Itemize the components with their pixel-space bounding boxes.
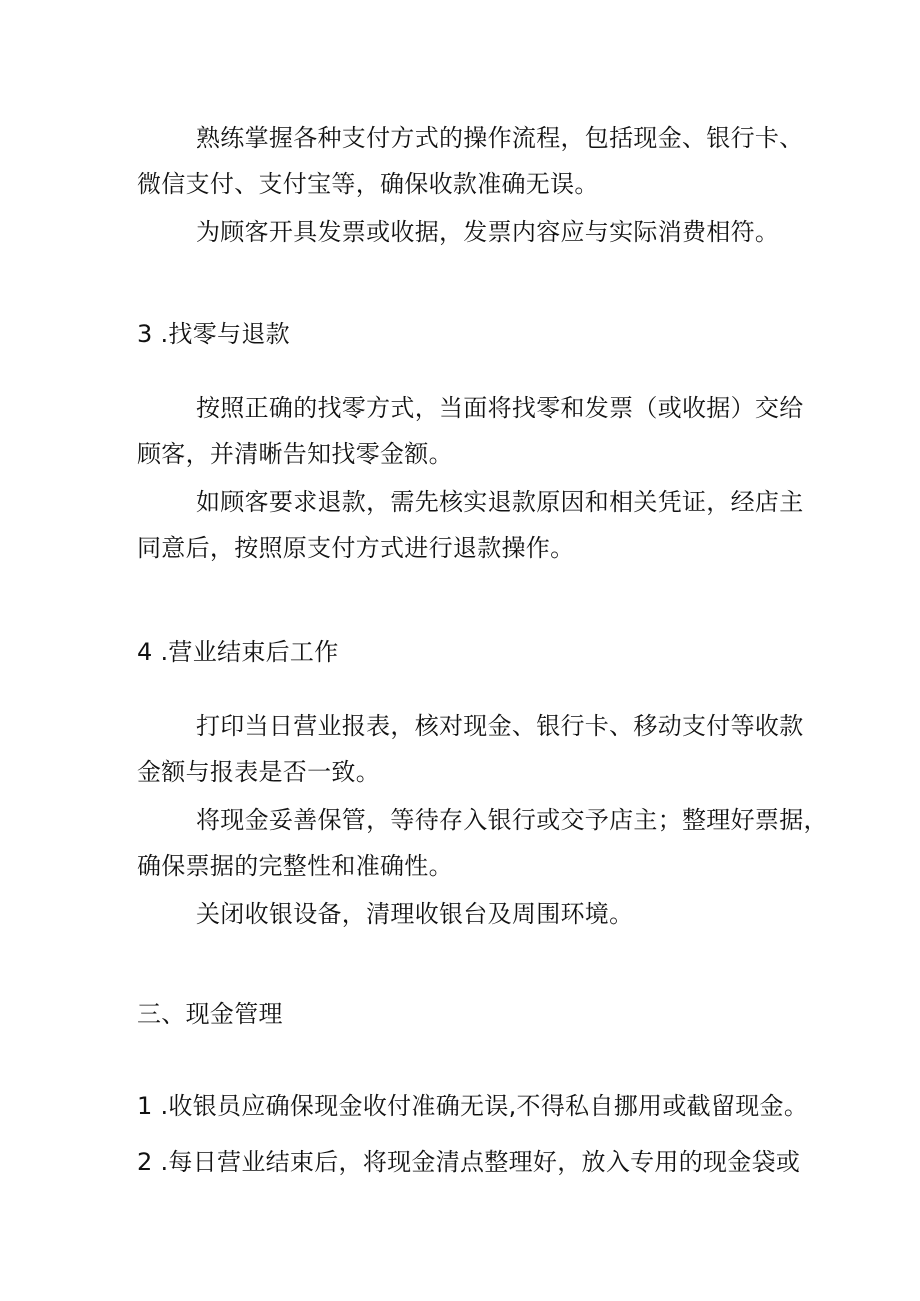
intro-paragraph-1-line-2: 微信支付、支付宝等，确保收款准确无误。 [137,170,599,198]
section-4-paragraph-1-line-1: 打印当日营业报表，核对现金、银行卡、移动支付等收款 [196,712,804,740]
section-4-paragraph-3-line-1: 关闭收银设备，清理收银台及周围环境。 [196,900,634,928]
intro-paragraph-2-line-1: 为顾客开具发票或收据，发票内容应与实际消费相符。 [196,218,780,246]
section-3-paragraph-2-line-1: 如顾客要求退款，需先核实退款原因和相关凭证，经店主 [196,488,804,516]
section-4-heading: 4 .营业结束后工作 [137,638,339,666]
intro-paragraph-1-line-1: 熟练掌握各种支付方式的操作流程，包括现金、银行卡、 [196,124,804,152]
part-3-item-1: 1 .收银员应确保现金收付准确无误,不得私自挪用或截留现金。 [137,1092,809,1120]
section-4-paragraph-2-line-1: 将现金妥善保管，等待存入银行或交予店主；整理好票据， [196,806,828,834]
part-3-heading: 三、现金管理 [137,1000,283,1028]
section-4-paragraph-1-line-2: 金额与报表是否一致。 [137,758,380,786]
section-3-paragraph-1-line-1: 按照正确的找零方式，当面将找零和发票（或收据）交给 [196,394,804,422]
section-3-paragraph-1-line-2: 顾客，并清晰告知找零金额。 [137,440,453,468]
part-3-item-2: 2 .每日营业结束后，将现金清点整理好，放入专用的现金袋或 [137,1148,801,1176]
section-3-paragraph-2-line-2: 同意后，按照原支付方式进行退款操作。 [137,534,575,562]
section-3-heading: 3 .找零与退款 [137,320,290,348]
section-4-paragraph-2-line-2: 确保票据的完整性和准确性。 [137,852,453,880]
